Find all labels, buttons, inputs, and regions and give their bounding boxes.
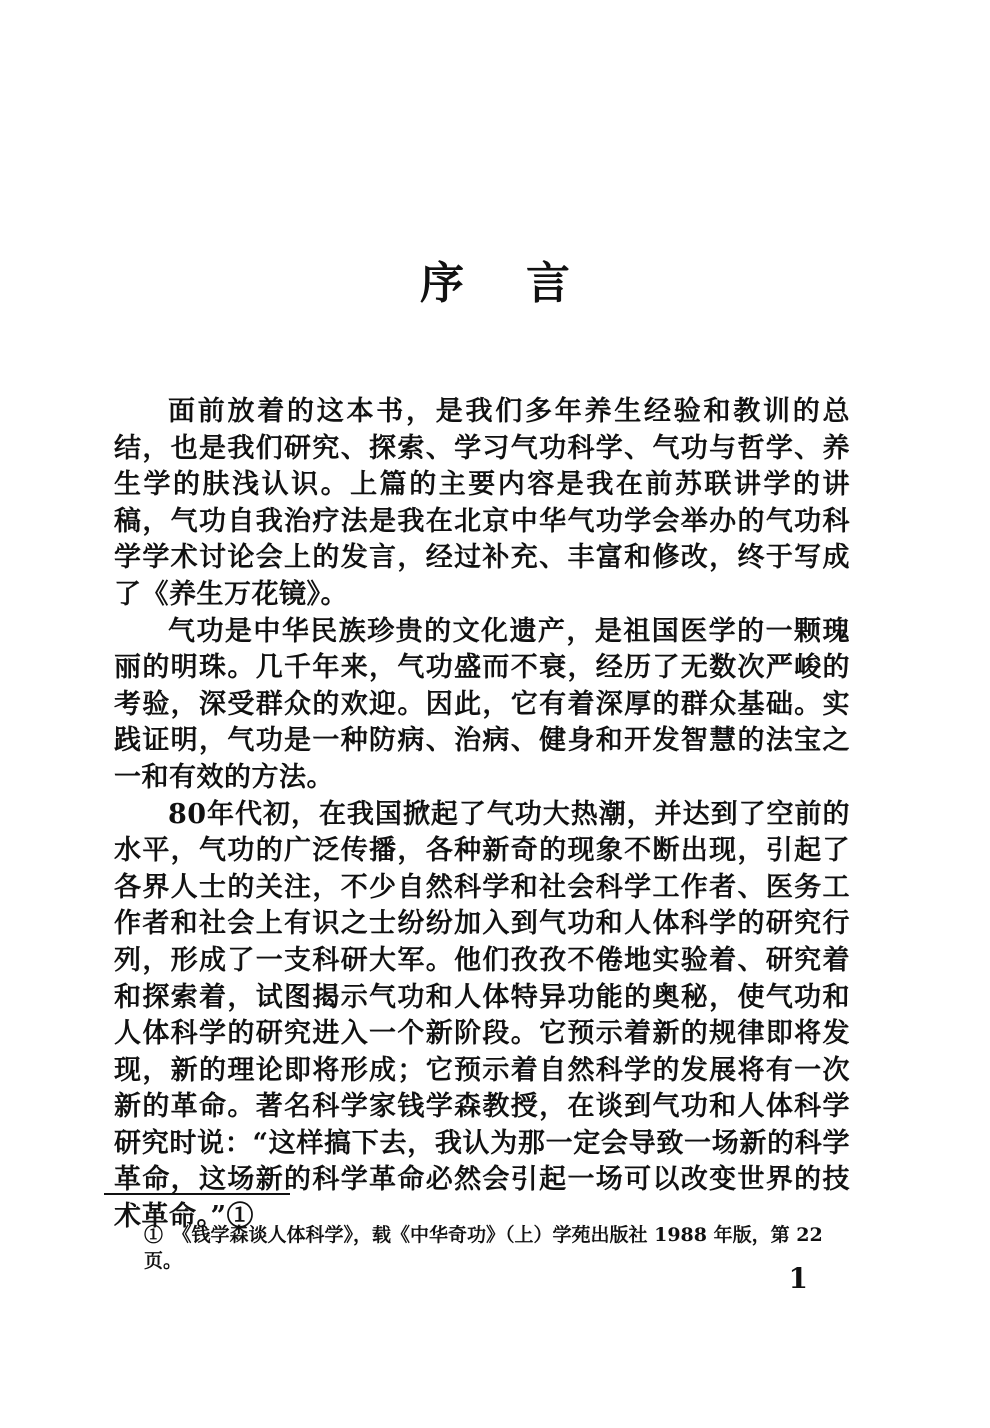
chapter-title: 序言 xyxy=(420,258,632,309)
page-number: 1 xyxy=(788,1262,808,1295)
preface-body xyxy=(114,394,850,1236)
paragraph-1: 面前放着的这本书，是我们多年养生经验和教训的总结，也是我们研究、探索、学习气功科学、气功与哲学、养生学的肤浅认识。上篇的主要内容是我在前苏联讲学的讲稿，气功自我治疗法是我在北京中华气功学会举办的气功科学学术讨论会上的发言，经过补充、丰富和修改，终于写成了《养生万花镜》。 xyxy=(114,396,850,610)
footnote-divider xyxy=(104,1193,290,1195)
footnote: ① 《钱学森谈人体科学》，载《中华奇功》（上）学苑出版社 1988 年版，第 22 页。 xyxy=(144,1224,823,1272)
paragraph-2: 气功是中华民族珍贵的文化遗产，是祖国医学的一颗瑰丽的明珠。几千年来，气功盛而不衰，经历了无数次严峻的考验，深受群众的欢迎。因此，它有着深厚的群众基础。实践证明，气功是一种防病、治病、健身和开发智慧的法宝之一和有效的方法。 xyxy=(114,615,850,793)
paragraph-3: 80年代初，在我国掀起了气功大热潮，并达到了空前的水平，气功的广泛传播，各种新奇的现象不断出现，引起了各界人士的关注，不少自然科学和社会科学工作者、医务工作者和社会上有识之士纷纷加入到气功和人体科学的研究行列，形成了一支科研大军。他们孜孜不倦地实验着、研究着和探索着，试图揭示气功和人体特异功能的奥秘，使气功和人体科学的研究进入一个新阶段。它预示着新的规律即将发现，新的理论即将形成；它预示着自然科学的发展将有一次新的革命。著名科学家钱学森教授，在谈到气功和人体科学研究时说：“这样搞下去，我认为那一定会导致一场新的科学革命，这场新的科学革命必然会引起一场可以改变世界的技术革命。”① xyxy=(114,798,850,1233)
